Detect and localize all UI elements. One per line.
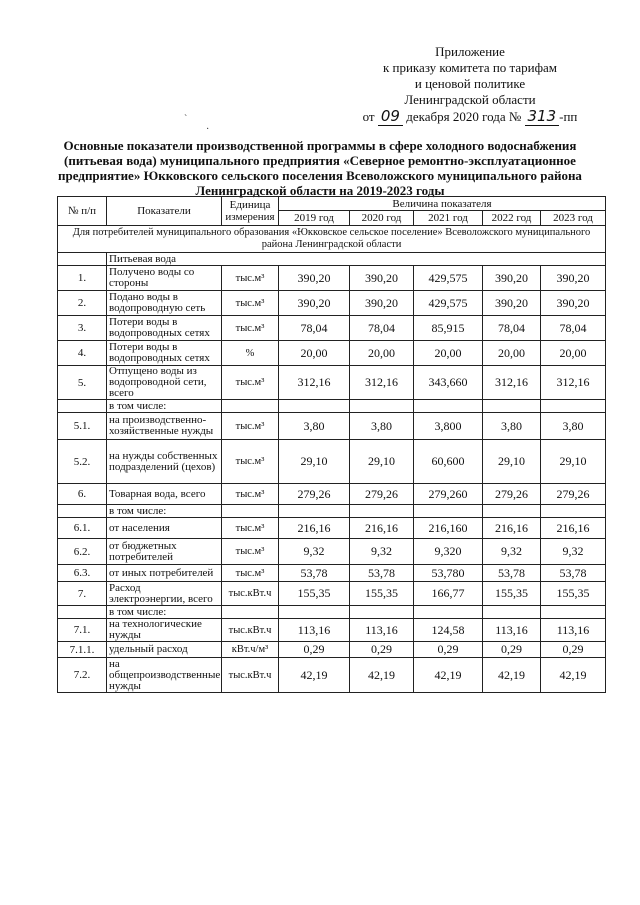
- value-cell: 155,35: [483, 582, 541, 606]
- value-cell: 312,16: [350, 366, 414, 400]
- value-cell: 42,19: [350, 658, 414, 693]
- value-cell: [279, 400, 350, 413]
- label-cell: Потери воды в водопроводных сетях: [107, 341, 222, 366]
- num-cell: 6.1.: [58, 518, 107, 539]
- unit-cell: тыс.м³: [222, 539, 279, 565]
- label-cell: на технологические нужды: [107, 619, 222, 642]
- scan-dot: ·: [206, 124, 210, 135]
- value-cell: [350, 505, 414, 518]
- order-number: 313: [525, 107, 560, 126]
- value-cell: 390,20: [483, 291, 541, 316]
- value-cell: [414, 505, 483, 518]
- table-row: [58, 582, 606, 606]
- value-cell: 3,80: [483, 413, 541, 440]
- value-cell: 279,26: [483, 484, 541, 505]
- value-cell: 113,16: [541, 619, 606, 642]
- unit-cell: тыс.м³: [222, 413, 279, 440]
- value-cell: 216,16: [350, 518, 414, 539]
- document-title: Основные показатели производственной программы в сфере холодного водоснабжения (питьевая вода) муниципального предприятия «Северное ремонтно-эксплуатационное предприятие» Юкковского сельского поселения Всеволожского муниципального района Ленинградской области на 2019-2023 годы: [58, 138, 582, 198]
- value-cell: 155,35: [541, 582, 606, 606]
- value-cell: 20,00: [483, 341, 541, 366]
- unit-cell: [222, 505, 279, 518]
- table-row: [58, 642, 606, 658]
- value-cell: 216,160: [414, 518, 483, 539]
- value-cell: 279,26: [279, 484, 350, 505]
- num-cell: [58, 606, 107, 619]
- value-cell: 29,10: [483, 440, 541, 484]
- label-cell: Отпущено воды из водопроводной сети, всего: [107, 366, 222, 400]
- value-cell: [541, 400, 606, 413]
- label-cell: в том числе:: [107, 505, 222, 518]
- table-row: [58, 539, 606, 565]
- num-cell: 5.2.: [58, 440, 107, 484]
- table-row: [58, 316, 606, 341]
- value-cell: 78,04: [541, 316, 606, 341]
- value-cell: 113,16: [350, 619, 414, 642]
- group-row: Для потребителей муниципального образования «Юкковское сельское поселение» Всеволожского муниципального района Ленинградской области: [58, 226, 606, 253]
- appendix-block: [345, 44, 595, 125]
- label-cell: от иных потребителей: [107, 565, 222, 582]
- indicators-table: [57, 196, 606, 693]
- value-cell: 78,04: [350, 316, 414, 341]
- value-cell: 390,20: [350, 291, 414, 316]
- scan-speck: `: [184, 114, 188, 125]
- value-cell: 3,800: [414, 413, 483, 440]
- num-cell: 6.2.: [58, 539, 107, 565]
- value-cell: 42,19: [541, 658, 606, 693]
- value-cell: 0,29: [541, 642, 606, 658]
- header-year: 2021 год: [414, 211, 483, 226]
- num-cell: 6.3.: [58, 565, 107, 582]
- value-cell: 20,00: [414, 341, 483, 366]
- label-cell: Получено воды со стороны: [107, 266, 222, 291]
- value-cell: 20,00: [350, 341, 414, 366]
- unit-cell: тыс.кВт.ч: [222, 658, 279, 693]
- value-cell: [541, 606, 606, 619]
- value-cell: 53,78: [279, 565, 350, 582]
- label-cell: Подано воды в водопроводную сеть: [107, 291, 222, 316]
- header-year: 2019 год: [279, 211, 350, 226]
- unit-cell: [222, 606, 279, 619]
- value-cell: 390,20: [483, 266, 541, 291]
- value-cell: 53,78: [483, 565, 541, 582]
- value-cell: 390,20: [279, 291, 350, 316]
- value-cell: 429,575: [414, 291, 483, 316]
- value-cell: 53,78: [541, 565, 606, 582]
- value-cell: 0,29: [414, 642, 483, 658]
- label-cell: на нужды собственных подразделений (цехов): [107, 440, 222, 484]
- value-cell: 312,16: [279, 366, 350, 400]
- table-row: [58, 413, 606, 440]
- date-prefix: от: [362, 109, 375, 124]
- table-row: [58, 266, 606, 291]
- unit-cell: тыс.м³: [222, 316, 279, 341]
- appendix-line-1: Приложение: [435, 44, 505, 59]
- table-row: [58, 606, 606, 619]
- value-cell: 390,20: [350, 266, 414, 291]
- date-middle: декабря 2020 года №: [406, 109, 522, 124]
- value-cell: 166,77: [414, 582, 483, 606]
- unit-cell: тыс.м³: [222, 266, 279, 291]
- table-row: [58, 400, 606, 413]
- value-cell: 390,20: [541, 266, 606, 291]
- unit-cell: тыс.м³: [222, 440, 279, 484]
- value-cell: 124,58: [414, 619, 483, 642]
- header-year: 2023 год: [541, 211, 606, 226]
- table-row: [58, 658, 606, 693]
- value-cell: 216,16: [483, 518, 541, 539]
- num-cell: 4.: [58, 341, 107, 366]
- header-indicator: Показатели: [107, 197, 222, 226]
- value-cell: 3,80: [279, 413, 350, 440]
- value-cell: [483, 505, 541, 518]
- value-cell: 42,19: [279, 658, 350, 693]
- value-cell: 0,29: [279, 642, 350, 658]
- order-day: 09: [378, 107, 403, 126]
- value-cell: 390,20: [279, 266, 350, 291]
- unit-cell: тыс.м³: [222, 484, 279, 505]
- table-row: [58, 565, 606, 582]
- value-cell: [541, 505, 606, 518]
- value-cell: 9,320: [414, 539, 483, 565]
- label-cell: Потери воды в водопроводных сетях: [107, 316, 222, 341]
- label-cell: удельный расход: [107, 642, 222, 658]
- num-cell: 7.1.: [58, 619, 107, 642]
- value-cell: 279,26: [541, 484, 606, 505]
- table-row: [58, 619, 606, 642]
- value-cell: 3,80: [350, 413, 414, 440]
- unit-cell: %: [222, 341, 279, 366]
- num-cell: 3.: [58, 316, 107, 341]
- label-cell: на общепроизводственные нужды: [107, 658, 222, 693]
- label-cell: в том числе:: [107, 400, 222, 413]
- value-cell: 216,16: [541, 518, 606, 539]
- value-cell: [414, 400, 483, 413]
- value-cell: 279,26: [350, 484, 414, 505]
- value-cell: 429,575: [414, 266, 483, 291]
- table-row: [58, 366, 606, 400]
- section-row: Питьевая вода: [107, 253, 606, 266]
- value-cell: 113,16: [483, 619, 541, 642]
- appendix-date-line: [345, 108, 595, 125]
- value-cell: 216,16: [279, 518, 350, 539]
- header-number: № п/п: [58, 197, 107, 226]
- value-cell: 78,04: [279, 316, 350, 341]
- value-cell: 60,600: [414, 440, 483, 484]
- value-cell: 29,10: [541, 440, 606, 484]
- value-cell: 0,29: [483, 642, 541, 658]
- appendix-line-3: и ценовой политике: [414, 76, 526, 91]
- unit-cell: тыс.м³: [222, 291, 279, 316]
- header-value: Величина показателя: [279, 197, 606, 211]
- value-cell: 155,35: [350, 582, 414, 606]
- value-cell: 20,00: [541, 341, 606, 366]
- value-cell: 53,78: [350, 565, 414, 582]
- unit-cell: тыс.кВт.ч: [222, 619, 279, 642]
- label-cell: в том числе:: [107, 606, 222, 619]
- label-cell: от населения: [107, 518, 222, 539]
- value-cell: 343,660: [414, 366, 483, 400]
- value-cell: 312,16: [483, 366, 541, 400]
- header-unit: Единица измерения: [222, 197, 279, 226]
- table-row: [58, 291, 606, 316]
- unit-cell: тыс.м³: [222, 366, 279, 400]
- value-cell: 279,260: [414, 484, 483, 505]
- value-cell: 78,04: [483, 316, 541, 341]
- value-cell: 312,16: [541, 366, 606, 400]
- value-cell: 53,780: [414, 565, 483, 582]
- unit-cell: кВт.ч/м³: [222, 642, 279, 658]
- num-cell: 6.: [58, 484, 107, 505]
- value-cell: [279, 505, 350, 518]
- value-cell: 29,10: [350, 440, 414, 484]
- label-cell: на производственно-хозяйственные нужды: [107, 413, 222, 440]
- label-cell: от бюджетных потребителей: [107, 539, 222, 565]
- unit-cell: [222, 400, 279, 413]
- value-cell: 9,32: [350, 539, 414, 565]
- value-cell: 9,32: [279, 539, 350, 565]
- value-cell: 9,32: [541, 539, 606, 565]
- appendix-line-2: к приказу комитета по тарифам: [382, 60, 558, 75]
- num-cell: [58, 400, 107, 413]
- num-cell: 5.1.: [58, 413, 107, 440]
- header-year: 2020 год: [350, 211, 414, 226]
- table-row: [58, 518, 606, 539]
- value-cell: 155,35: [279, 582, 350, 606]
- value-cell: 390,20: [541, 291, 606, 316]
- label-cell: Расход электроэнергии, всего: [107, 582, 222, 606]
- num-cell: 7.2.: [58, 658, 107, 693]
- table-row: [58, 341, 606, 366]
- value-cell: 9,32: [483, 539, 541, 565]
- order-suffix: -пп: [559, 109, 578, 124]
- num-cell: 1.: [58, 266, 107, 291]
- label-cell: Товарная вода, всего: [107, 484, 222, 505]
- num-cell: 7.: [58, 582, 107, 606]
- value-cell: 3,80: [541, 413, 606, 440]
- value-cell: 20,00: [279, 341, 350, 366]
- table-row: [58, 484, 606, 505]
- value-cell: [483, 400, 541, 413]
- value-cell: [279, 606, 350, 619]
- value-cell: 0,29: [350, 642, 414, 658]
- unit-cell: тыс.кВт.ч: [222, 582, 279, 606]
- table-row: [58, 440, 606, 484]
- value-cell: 113,16: [279, 619, 350, 642]
- appendix-line-4: Ленинградской области: [404, 92, 536, 107]
- value-cell: [350, 400, 414, 413]
- unit-cell: тыс.м³: [222, 565, 279, 582]
- value-cell: [350, 606, 414, 619]
- unit-cell: тыс.м³: [222, 518, 279, 539]
- value-cell: 85,915: [414, 316, 483, 341]
- header-year: 2022 год: [483, 211, 541, 226]
- value-cell: 42,19: [483, 658, 541, 693]
- value-cell: 42,19: [414, 658, 483, 693]
- num-cell: [58, 505, 107, 518]
- empty-cell: [58, 253, 107, 266]
- num-cell: 2.: [58, 291, 107, 316]
- table-row: [58, 505, 606, 518]
- num-cell: 5.: [58, 366, 107, 400]
- value-cell: 29,10: [279, 440, 350, 484]
- value-cell: [483, 606, 541, 619]
- value-cell: [414, 606, 483, 619]
- num-cell: 7.1.1.: [58, 642, 107, 658]
